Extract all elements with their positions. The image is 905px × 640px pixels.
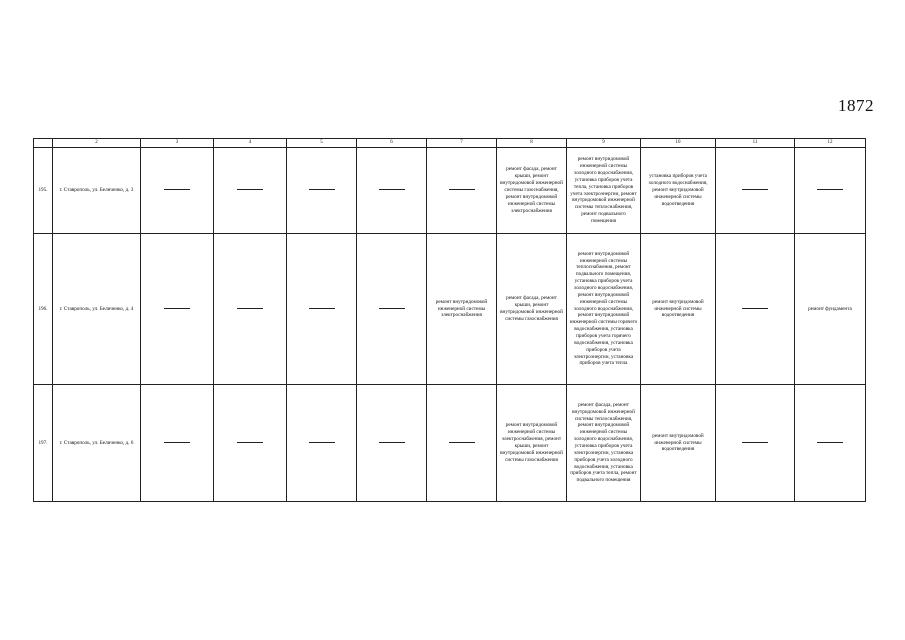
dash-mark <box>379 308 405 309</box>
empty-cell <box>716 148 795 234</box>
empty-cell <box>357 148 427 234</box>
empty-cell <box>795 385 866 502</box>
works-cell: ремонт внутридомовой инженерной системы электроснабжения <box>427 234 497 385</box>
column-header: 12 <box>795 139 866 148</box>
dash-mark <box>449 189 475 190</box>
dash-mark <box>742 189 768 190</box>
dash-mark <box>237 189 263 190</box>
works-cell: ремонт внутридомовой инженерной системы теплоснабжения, ремонт подвального помещения, установка приборов учета холодного водоснабжения, ремонт внутридомовой инженерной системы холодного водоснабжения, ремонт внутридомовой инженерной системы горячего водоснабжения, установка приборов учета горячего водоснабжения, установка приборов учета электроэнергии, установка приборов учета тепла <box>567 234 641 385</box>
dash-mark <box>379 442 405 443</box>
column-header <box>34 139 53 148</box>
address-cell: г. Ставрополь, ул. Беличенко, д. 3 <box>53 148 141 234</box>
dash-mark <box>379 189 405 190</box>
dash-mark <box>164 442 190 443</box>
row-number: 197. <box>34 385 53 502</box>
works-cell: ремонт фасада, ремонт крыши, ремонт внутридомовой инженерной системы газоснабжения, ремонт внутридомовой инженерной системы электроснабжения <box>497 148 567 234</box>
dash-mark <box>817 442 843 443</box>
table-row <box>34 385 866 502</box>
empty-cell <box>214 234 287 385</box>
empty-cell <box>141 148 214 234</box>
works-cell: ремонт фасада, ремонт внутридомовой инженерной системы теплоснабжения, ремонт внутридомовой инженерной системы холодного водоснабжения, установка приборов учета электроэнергии, установка приборов учета холодного водоснабжения, установка приборов учета тепла, ремонт подвального помещения <box>567 385 641 502</box>
dash-mark <box>309 308 335 309</box>
empty-cell <box>287 385 357 502</box>
works-cell: ремонт внутридомовой инженерной системы электроснабжения, ремонт крыши, ремонт внутридомовой инженерной системы газоснабжения <box>497 385 567 502</box>
empty-cell <box>427 385 497 502</box>
works-cell: установка приборов учета холодного водоснабжения, ремонт внутридомовой инженерной системы водоотведения <box>641 148 716 234</box>
column-header: 10 <box>641 139 716 148</box>
column-header: 11 <box>716 139 795 148</box>
column-header: 9 <box>567 139 641 148</box>
column-header: 2 <box>53 139 141 148</box>
dash-mark <box>237 442 263 443</box>
empty-cell <box>141 234 214 385</box>
page-number: 1872 <box>838 96 874 115</box>
column-header: 3 <box>141 139 214 148</box>
column-number-header <box>34 139 866 148</box>
dash-mark <box>237 308 263 309</box>
column-header: 5 <box>287 139 357 148</box>
column-header: 6 <box>357 139 427 148</box>
dash-mark <box>309 442 335 443</box>
row-number: 196. <box>34 234 53 385</box>
empty-cell <box>287 234 357 385</box>
dash-mark <box>742 308 768 309</box>
dash-mark <box>449 442 475 443</box>
dash-mark <box>817 189 843 190</box>
works-cell: ремонт внутридомовой инженерной системы водоотведения <box>641 385 716 502</box>
empty-cell <box>716 385 795 502</box>
works-cell: ремонт внутридомовой инженерной системы холодного водоснабжения, установка приборов учета тепла, установка приборов учета электроэнергии, ремонт внутридомовой инженерной системы теплоснабжения, ремонт подвального помещения <box>567 148 641 234</box>
empty-cell <box>357 385 427 502</box>
address-cell: г. Ставрополь, ул. Беличенко, д. 6 <box>53 385 141 502</box>
empty-cell <box>214 385 287 502</box>
empty-cell <box>214 148 287 234</box>
empty-cell <box>141 385 214 502</box>
table-row <box>34 148 866 234</box>
dash-mark <box>742 442 768 443</box>
empty-cell <box>716 234 795 385</box>
row-number: 195. <box>34 148 53 234</box>
empty-cell <box>795 148 866 234</box>
table-row <box>34 234 866 385</box>
empty-cell <box>427 148 497 234</box>
address-cell: г. Ставрополь, ул. Беличенко, д. 4 <box>53 234 141 385</box>
dash-mark <box>309 189 335 190</box>
column-header: 4 <box>214 139 287 148</box>
empty-cell <box>357 234 427 385</box>
dash-mark <box>164 308 190 309</box>
column-header: 8 <box>497 139 567 148</box>
works-cell: ремонт фундамента <box>795 234 866 385</box>
repair-register-table <box>33 138 866 502</box>
column-header: 7 <box>427 139 497 148</box>
works-cell: ремонт фасада, ремонт крыши, ремонт внутридомовой инженерной системы газоснабжения <box>497 234 567 385</box>
empty-cell <box>287 148 357 234</box>
dash-mark <box>164 189 190 190</box>
works-cell: ремонт внутридомовой инженерной системы водоотведения <box>641 234 716 385</box>
